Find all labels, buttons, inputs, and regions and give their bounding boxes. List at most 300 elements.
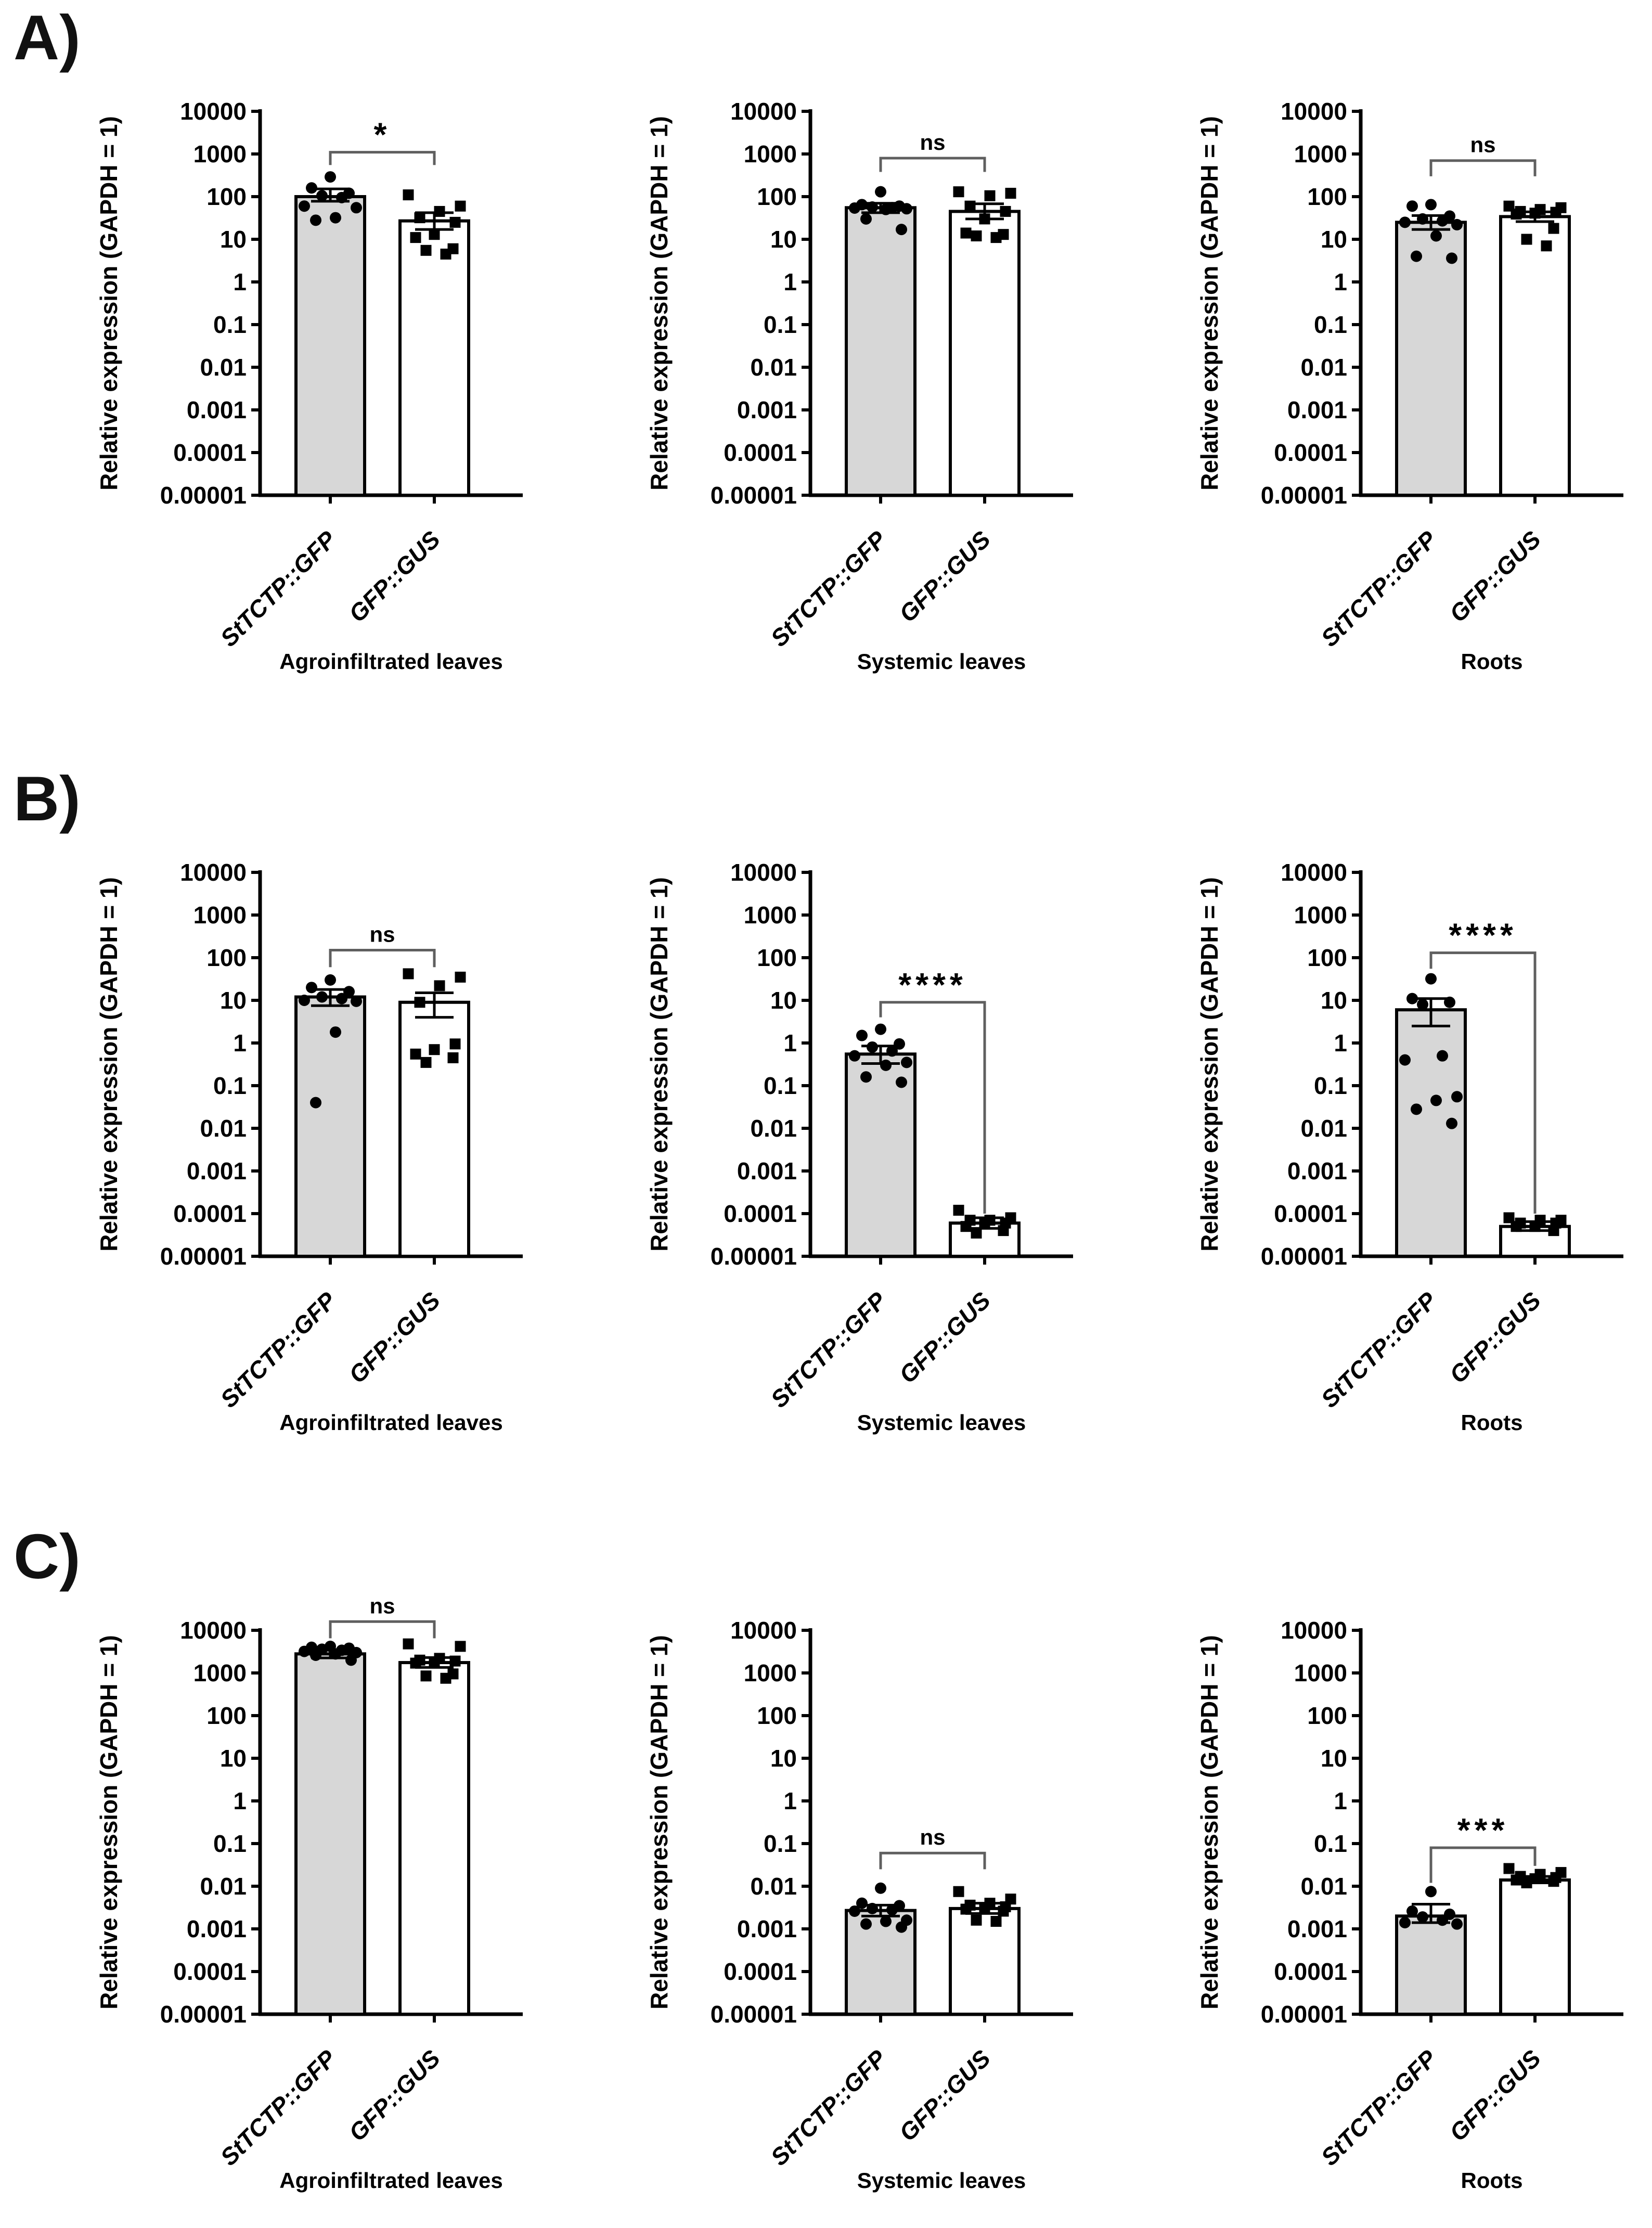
x-category-label: StTCTP::GFP	[215, 525, 342, 652]
bar-sttctp-gfp	[846, 208, 915, 495]
chart-svg-B-systemic-leaves	[550, 832, 1101, 1453]
data-point-square	[1548, 223, 1559, 234]
y-tick-label: 0.1	[213, 1072, 247, 1100]
x-category-label: GFP::GUS	[1444, 525, 1546, 628]
y-tick-label: 0.1	[1314, 1072, 1347, 1100]
data-point-square	[441, 249, 451, 260]
y-tick-label: 0.001	[1287, 1915, 1347, 1943]
y-tick-label: 10	[1320, 1745, 1347, 1772]
bracket-line	[330, 1622, 434, 1639]
data-point-circle	[880, 1916, 892, 1927]
panel-label-c: C)	[14, 1521, 81, 1592]
data-point-square	[415, 997, 425, 1008]
data-point-square	[403, 969, 414, 980]
bracket-line	[330, 950, 434, 968]
y-tick-label: 100	[757, 944, 797, 972]
bar-gfp-gus	[1501, 1880, 1569, 2014]
data-point-circle	[330, 1649, 341, 1660]
data-point-circle	[849, 1905, 860, 1917]
y-tick-label: 0.1	[213, 1830, 247, 1858]
chart-B-agroinfiltrated-leaves	[0, 832, 550, 1453]
data-point-square	[979, 213, 990, 224]
data-point-circle	[849, 202, 860, 214]
bar-sttctp-gfp	[296, 1654, 365, 2015]
chart-svg-A-roots	[1101, 71, 1651, 692]
y-tick-label: 10	[770, 1745, 797, 1772]
data-point-circle	[1425, 973, 1437, 985]
data-point-square	[455, 1641, 466, 1652]
significance-bracket	[881, 130, 985, 172]
y-tick-label: 1000	[1294, 901, 1347, 929]
y-tick-label: 10000	[180, 1617, 247, 1644]
significance-bracket	[881, 1825, 985, 1869]
x-axis-title: Systemic leaves	[857, 2168, 1026, 2193]
y-axis-title: Relative expression (GAPDH = 1)	[1196, 116, 1223, 491]
y-tick-label: 0.00001	[710, 1243, 797, 1270]
y-tick-label: 0.01	[1300, 1115, 1347, 1142]
figure-page	[0, 4, 1652, 2211]
y-tick-label: 1000	[193, 901, 247, 929]
y-tick-label: 10000	[180, 98, 247, 125]
bar-gfp-gus	[1501, 217, 1569, 496]
data-point-square	[410, 1049, 421, 1060]
y-tick-label: 0.01	[200, 1873, 247, 1900]
data-point-circle	[867, 1903, 878, 1914]
bracket-line	[330, 152, 434, 165]
chart-svg-B-agroinfiltrated-leaves	[0, 832, 550, 1453]
data-point-circle	[860, 1071, 872, 1083]
data-point-circle	[316, 190, 328, 201]
data-point-square	[1511, 1221, 1522, 1232]
x-category-label: GFP::GUS	[343, 1286, 446, 1389]
y-axis	[1196, 859, 1361, 1270]
data-point-square	[441, 1673, 451, 1684]
y-tick-label: 100	[1307, 1702, 1347, 1730]
data-point-circle	[299, 200, 310, 212]
data-point-circle	[1417, 213, 1428, 225]
bar-sttctp-gfp	[1397, 222, 1465, 495]
y-axis	[646, 859, 810, 1270]
data-point-circle	[880, 204, 892, 215]
chart-A-agroinfiltrated-leaves	[0, 71, 550, 692]
bar-sttctp-gfp	[296, 197, 365, 495]
y-tick-label: 100	[1307, 183, 1347, 211]
chart-C-systemic-leaves	[550, 1590, 1101, 2211]
y-axis	[95, 859, 260, 1270]
x-axis-title: Agroinfiltrated leaves	[279, 649, 503, 674]
data-point-square	[1000, 206, 1011, 217]
y-tick-label: 0.1	[213, 311, 247, 339]
data-point-circle	[880, 1060, 892, 1071]
panel-C-charts-row	[0, 1590, 1652, 2211]
y-tick-label: 10000	[730, 98, 797, 125]
data-point-square	[961, 228, 972, 239]
significance-label: *	[373, 115, 391, 153]
bar-sttctp-gfp	[1397, 1916, 1465, 2015]
data-point-circle	[310, 1097, 321, 1109]
data-point-square	[1530, 208, 1541, 218]
data-point-square	[971, 230, 982, 241]
significance-bracket	[330, 116, 434, 165]
y-tick-label: 0.00001	[710, 482, 797, 509]
data-point-square	[450, 1039, 461, 1050]
data-point-square	[1541, 240, 1552, 251]
data-point-square	[1530, 1221, 1541, 1232]
data-point-circle	[875, 186, 886, 198]
y-tick-label: 0.0001	[1274, 1958, 1347, 1986]
y-axis	[95, 98, 260, 509]
data-point-square	[965, 201, 976, 212]
data-point-circle	[1446, 252, 1457, 264]
x-category-label: StTCTP::GFP	[215, 2044, 342, 2171]
chart-B-systemic-leaves	[550, 832, 1101, 1453]
y-axis-title: Relative expression (GAPDH = 1)	[95, 1635, 122, 2010]
x-category-label: StTCTP::GFP	[1315, 1286, 1442, 1413]
x-category-label: StTCTP::GFP	[215, 1286, 342, 1413]
data-point-square	[421, 1671, 432, 1682]
y-axis	[95, 1617, 260, 2028]
y-tick-label: 0.01	[200, 1115, 247, 1142]
data-point-circle	[310, 214, 321, 226]
panel-A-charts-row	[0, 71, 1652, 692]
data-point-circle	[330, 1026, 341, 1038]
data-point-square	[429, 229, 440, 240]
bar-sttctp-gfp	[1397, 1010, 1465, 1256]
panel-label-b: B)	[14, 763, 81, 834]
y-tick-label: 1	[1334, 1787, 1347, 1815]
significance-label: ****	[898, 965, 967, 1003]
x-axis-title: Roots	[1461, 1410, 1523, 1435]
y-tick-label: 0.00001	[1260, 2001, 1347, 2028]
y-tick-label: 1	[783, 1029, 797, 1057]
y-axis	[1196, 98, 1361, 509]
data-point-circle	[345, 1655, 357, 1666]
y-tick-label: 0.00001	[1260, 482, 1347, 509]
y-tick-label: 1	[233, 268, 247, 296]
data-point-square	[1548, 1876, 1559, 1887]
data-point-circle	[901, 1057, 912, 1068]
chart-svg-C-roots	[1101, 1590, 1651, 2211]
significance-label: ns	[920, 130, 946, 155]
y-tick-label: 0.1	[1314, 1830, 1347, 1858]
bar-gfp-gus	[950, 1909, 1019, 2014]
data-point-square	[991, 232, 1002, 243]
data-point-circle	[325, 171, 336, 183]
chart-A-systemic-leaves	[550, 71, 1101, 692]
data-point-square	[1504, 1863, 1515, 1874]
y-tick-label: 0.0001	[724, 439, 797, 467]
x-axis-title: Systemic leaves	[857, 1410, 1026, 1435]
y-tick-label: 0.001	[1287, 1157, 1347, 1185]
data-point-square	[429, 1657, 440, 1668]
bar-gfp-gus	[400, 1663, 469, 2014]
data-point-square	[1511, 1875, 1522, 1886]
y-tick-label: 10000	[1281, 859, 1347, 886]
y-tick-label: 0.0001	[173, 1958, 247, 1986]
y-tick-label: 0.01	[1300, 1873, 1347, 1900]
y-tick-label: 0.1	[764, 311, 797, 339]
data-point-circle	[1399, 216, 1411, 228]
panel-B-charts-row	[0, 832, 1652, 1453]
data-point-square	[971, 1915, 982, 1926]
y-tick-label: 0.00001	[160, 482, 247, 509]
y-tick-label: 0.01	[200, 354, 247, 381]
data-point-circle	[856, 1030, 868, 1041]
data-point-circle	[1451, 1918, 1463, 1930]
data-point-circle	[1425, 199, 1437, 210]
data-point-circle	[1417, 1911, 1428, 1923]
data-point-square	[1005, 188, 1016, 199]
x-category-label: GFP::GUS	[894, 1286, 996, 1389]
y-tick-label: 0.00001	[160, 2001, 247, 2028]
y-axis-title: Relative expression (GAPDH = 1)	[646, 116, 673, 491]
x-category-label: StTCTP::GFP	[765, 1286, 892, 1413]
x-category-label: GFP::GUS	[1444, 2044, 1546, 2147]
data-point-square	[1551, 207, 1561, 218]
data-point-square	[410, 1658, 421, 1669]
data-point-circle	[867, 1041, 878, 1053]
y-tick-label: 10	[1320, 987, 1347, 1014]
significance-bracket	[330, 1594, 434, 1639]
y-tick-label: 10	[770, 987, 797, 1014]
y-axis	[646, 98, 810, 509]
data-point-square	[410, 232, 421, 243]
data-point-circle	[1446, 1118, 1457, 1129]
data-point-square	[448, 1052, 459, 1063]
data-point-square	[953, 1886, 964, 1897]
bracket-line	[1431, 161, 1535, 176]
x-category-label: GFP::GUS	[343, 2044, 446, 2147]
data-point-circle	[316, 991, 328, 1003]
data-point-square	[429, 1044, 440, 1055]
data-point-circle	[1437, 1915, 1448, 1926]
data-point-circle	[306, 982, 317, 994]
data-point-square	[991, 1916, 1002, 1927]
y-tick-label: 0.01	[750, 1873, 797, 1900]
y-tick-label: 10	[1320, 226, 1347, 253]
y-tick-label: 100	[1307, 944, 1347, 972]
y-tick-label: 10000	[1281, 1617, 1347, 1644]
data-point-square	[979, 1218, 990, 1229]
y-tick-label: 0.0001	[173, 1200, 247, 1228]
y-tick-label: 10000	[1281, 98, 1347, 125]
panel-A	[0, 4, 1652, 692]
data-point-circle	[1399, 1917, 1411, 1928]
x-axis-title: Roots	[1461, 649, 1523, 674]
x-category-label: GFP::GUS	[343, 525, 446, 628]
y-tick-label: 0.1	[1314, 311, 1347, 339]
data-point-circle	[1437, 215, 1448, 227]
y-tick-label: 10	[220, 1745, 247, 1772]
data-point-square	[434, 981, 445, 991]
bar-sttctp-gfp	[296, 997, 365, 1256]
y-tick-label: 0.0001	[724, 1958, 797, 1986]
data-point-square	[985, 190, 996, 201]
data-point-square	[1548, 1225, 1559, 1236]
significance-label: ns	[369, 1593, 395, 1618]
data-point-circle	[310, 1650, 321, 1661]
y-tick-label: 100	[206, 1702, 247, 1730]
data-point-square	[421, 1057, 432, 1068]
y-tick-label: 0.001	[737, 1157, 797, 1185]
y-tick-label: 1000	[743, 901, 797, 929]
significance-bracket	[1431, 133, 1535, 176]
chart-C-roots	[1101, 1590, 1651, 2211]
x-category-label: StTCTP::GFP	[765, 525, 892, 652]
y-tick-label: 1000	[743, 1659, 797, 1687]
y-tick-label: 0.001	[1287, 396, 1347, 424]
significance-label: ****	[1449, 916, 1517, 954]
y-tick-label: 0.001	[737, 396, 797, 424]
data-point-square	[421, 245, 432, 256]
y-tick-label: 1	[1334, 268, 1347, 296]
y-tick-label: 100	[206, 183, 247, 211]
panel-C	[0, 1523, 1652, 2211]
chart-svg-A-agroinfiltrated-leaves	[0, 71, 550, 692]
x-axis-title: Agroinfiltrated leaves	[279, 2168, 503, 2193]
y-tick-label: 0.00001	[710, 2001, 797, 2028]
x-category-label: StTCTP::GFP	[1315, 525, 1442, 652]
y-tick-label: 0.001	[186, 396, 247, 424]
y-tick-label: 0.001	[186, 1157, 247, 1185]
x-axis-title: Systemic leaves	[857, 649, 1026, 674]
y-tick-label: 10	[770, 226, 797, 253]
data-point-square	[1521, 234, 1532, 245]
panel-B	[0, 765, 1652, 1453]
data-point-circle	[886, 1904, 898, 1916]
data-point-square	[403, 1639, 414, 1650]
data-point-square	[971, 1228, 982, 1239]
y-tick-label: 0.001	[186, 1915, 247, 1943]
y-tick-label: 0.0001	[1274, 1200, 1347, 1228]
data-point-square	[450, 1656, 461, 1667]
data-point-circle	[901, 203, 912, 214]
y-axis-title: Relative expression (GAPDH = 1)	[1196, 1635, 1223, 2010]
data-point-square	[415, 212, 425, 223]
y-axis-title: Relative expression (GAPDH = 1)	[646, 1635, 673, 2010]
bracket-line	[881, 158, 985, 172]
bracket-line	[881, 1853, 985, 1869]
chart-B-roots	[1101, 832, 1651, 1453]
y-tick-label: 0.001	[737, 1915, 797, 1943]
y-tick-label: 0.00001	[1260, 1243, 1347, 1270]
data-point-circle	[1411, 251, 1422, 262]
significance-bracket	[330, 922, 434, 968]
y-axis-title: Relative expression (GAPDH = 1)	[95, 877, 122, 1252]
data-point-square	[998, 1225, 1009, 1236]
data-point-circle	[351, 202, 362, 213]
data-point-circle	[1430, 1095, 1442, 1106]
data-point-circle	[351, 996, 362, 1007]
y-tick-label: 1000	[193, 140, 247, 168]
y-tick-label: 100	[757, 1702, 797, 1730]
data-point-square	[1511, 209, 1522, 220]
data-point-circle	[896, 1922, 907, 1933]
data-point-square	[998, 1906, 1009, 1917]
data-point-circle	[336, 993, 347, 1004]
data-point-circle	[1406, 993, 1418, 1004]
data-point-circle	[860, 213, 872, 225]
chart-A-roots	[1101, 71, 1651, 692]
y-tick-label: 0.01	[750, 354, 797, 381]
y-tick-label: 0.0001	[173, 439, 247, 467]
y-axis-title: Relative expression (GAPDH = 1)	[646, 877, 673, 1252]
data-point-circle	[860, 1918, 872, 1930]
y-tick-label: 1	[783, 268, 797, 296]
bar-gfp-gus	[950, 212, 1019, 496]
data-point-circle	[1430, 230, 1442, 242]
chart-C-agroinfiltrated-leaves	[0, 1590, 550, 2211]
y-tick-label: 0.0001	[724, 1200, 797, 1228]
x-category-label: GFP::GUS	[894, 2044, 996, 2147]
data-point-circle	[1411, 1104, 1422, 1115]
y-axis	[1196, 1617, 1361, 2028]
significance-label: ns	[369, 922, 395, 947]
y-tick-label: 1	[233, 1787, 247, 1815]
significance-label: ns	[1470, 132, 1496, 157]
y-tick-label: 1000	[743, 140, 797, 168]
chart-svg-A-systemic-leaves	[550, 71, 1101, 692]
chart-svg-C-agroinfiltrated-leaves	[0, 1590, 550, 2211]
data-point-circle	[867, 201, 878, 213]
data-point-circle	[1451, 219, 1463, 230]
data-point-circle	[1399, 1054, 1411, 1066]
data-point-square	[953, 186, 964, 197]
data-point-square	[450, 217, 461, 228]
y-tick-label: 0.00001	[160, 1243, 247, 1270]
y-tick-label: 0.0001	[1274, 439, 1347, 467]
significance-label: ***	[1457, 1811, 1509, 1849]
y-tick-label: 10	[220, 987, 247, 1014]
y-tick-label: 1000	[1294, 1659, 1347, 1687]
data-point-square	[961, 1904, 972, 1915]
y-tick-label: 0.1	[764, 1072, 797, 1100]
chart-svg-B-roots	[1101, 832, 1651, 1453]
data-point-square	[1521, 1877, 1532, 1888]
data-point-circle	[330, 212, 341, 224]
data-point-circle	[896, 224, 907, 235]
data-point-circle	[1437, 1050, 1448, 1062]
x-category-label: StTCTP::GFP	[1315, 2044, 1442, 2171]
y-axis-title: Relative expression (GAPDH = 1)	[95, 116, 122, 491]
data-point-circle	[325, 974, 336, 986]
panel-label-a: A)	[14, 2, 81, 73]
data-point-circle	[299, 1646, 310, 1657]
data-point-circle	[1406, 200, 1418, 212]
y-tick-label: 1	[233, 1029, 247, 1057]
data-point-square	[455, 972, 466, 983]
data-point-circle	[1417, 999, 1428, 1010]
x-category-label: GFP::GUS	[894, 525, 996, 628]
y-axis-title: Relative expression (GAPDH = 1)	[1196, 877, 1223, 1252]
data-point-circle	[1451, 1091, 1463, 1102]
data-point-circle	[896, 1077, 907, 1088]
data-point-square	[961, 1221, 972, 1232]
data-point-square	[953, 1205, 964, 1216]
y-tick-label: 0.01	[750, 1115, 797, 1142]
y-tick-label: 10000	[730, 859, 797, 886]
data-point-circle	[306, 182, 317, 194]
data-point-circle	[1406, 1905, 1418, 1917]
y-axis	[646, 1617, 810, 2028]
y-tick-label: 1000	[1294, 140, 1347, 168]
data-point-circle	[336, 192, 347, 203]
y-tick-label: 10	[220, 226, 247, 253]
x-axis-title: Agroinfiltrated leaves	[279, 1410, 503, 1435]
y-tick-label: 1	[1334, 1029, 1347, 1057]
data-point-circle	[1425, 1886, 1437, 1898]
data-point-square	[403, 189, 414, 200]
